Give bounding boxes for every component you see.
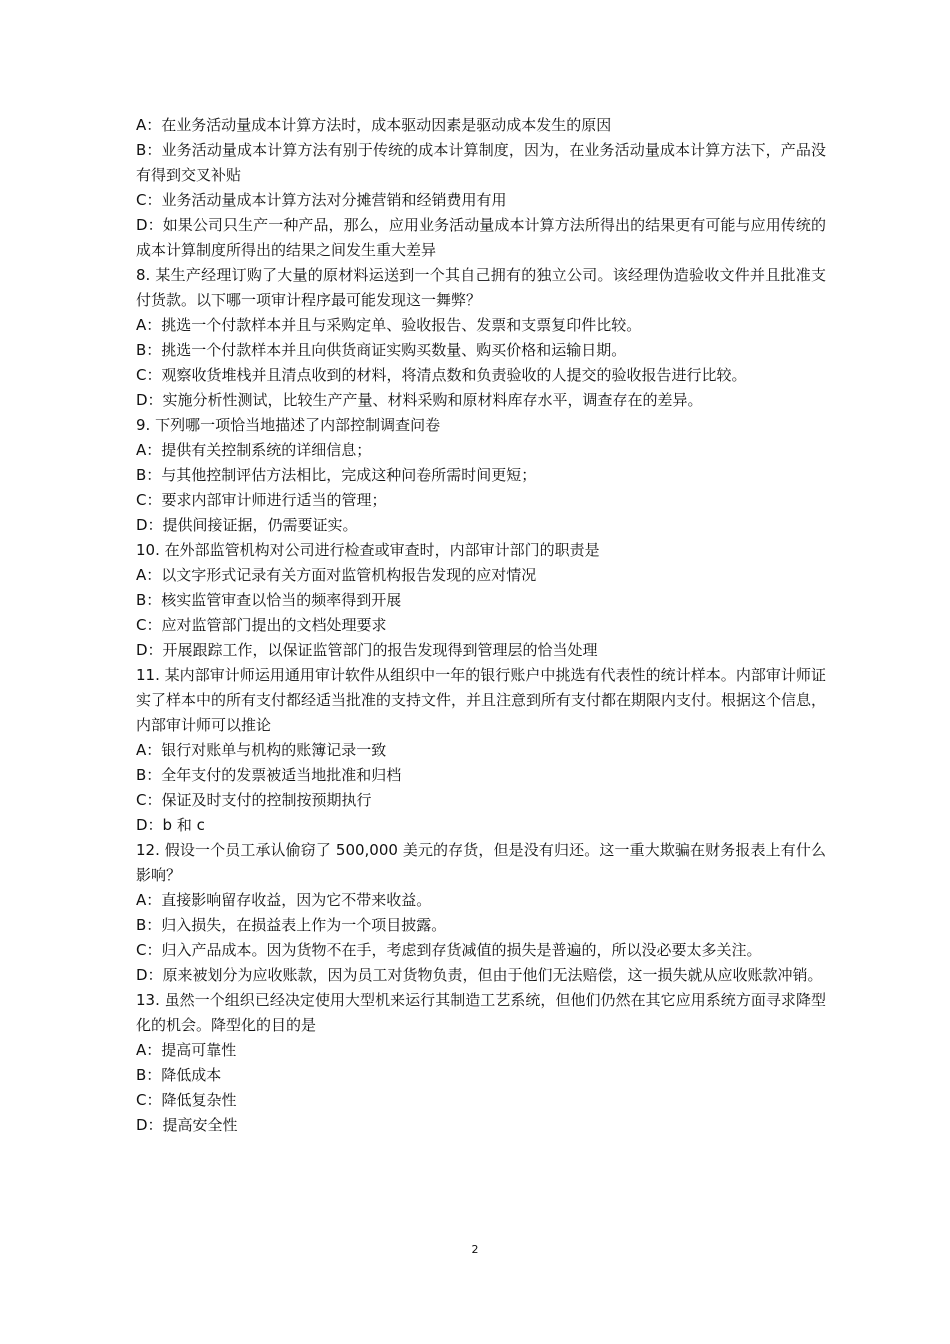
paragraph: D：开展跟踪工作，以保证监管部门的报告发现得到管理层的恰当处理 [136, 641, 598, 659]
paragraph: B：挑选一个付款样本并且向供货商证实购买数量、购买价格和运输日期。 [136, 341, 627, 359]
paragraph: D：b 和 c [136, 816, 205, 834]
paragraph: C：观察收货堆栈并且清点收到的材料，将清点数和负责验收的人提交的验收报告进行比较。 [136, 366, 747, 384]
paragraph: 13. 虽然一个组织已经决定使用大型机来运行其制造工艺系统，但他们仍然在其它应用系统方面寻求降型化的机会。降型化的目的是 [136, 991, 826, 1034]
paragraph: D：实施分析性测试，比较生产产量、材料采购和原材料库存水平，调查存在的差异。 [136, 391, 703, 409]
paragraph: 9. 下列哪一项恰当地描述了内部控制调查问卷 [136, 416, 441, 434]
paragraph: C：业务活动量成本计算方法对分摊营销和经销费用有用 [136, 191, 507, 209]
paragraph: D：提高安全性 [136, 1116, 238, 1134]
paragraph: A：银行对账单与机构的账簿记录一致 [136, 741, 387, 759]
paragraph: C：应对监管部门提出的文档处理要求 [136, 616, 387, 634]
paragraph: B：核实监管审查以恰当的频率得到开展 [136, 591, 402, 609]
paragraph: 12. 假设一个员工承认偷窃了 500,000 美元的存货，但是没有归还。这一重大欺骗在财务报表上有什么影响？ [136, 841, 826, 884]
paragraph: C：归入产品成本。因为货物不在手，考虑到存货减值的损失是普遍的，所以没必要太多关注。 [136, 941, 762, 959]
paragraph: B：全年支付的发票被适当地批准和归档 [136, 766, 402, 784]
paragraph: D：原来被划分为应收账款，因为员工对货物负责，但由于他们无法赔偿，这一损失就从应收账款冲销。 [136, 966, 823, 984]
paragraph: B：归入损失，在损益表上作为一个项目披露。 [136, 916, 447, 934]
paragraph: B：业务活动量成本计算方法有别于传统的成本计算制度，因为，在业务活动量成本计算方法下，产品没有得到交叉补贴 [136, 141, 826, 184]
paragraph: D：如果公司只生产一种产品，那么，应用业务活动量成本计算方法所得出的结果更有可能与应用传统的成本计算制度所得出的结果之间发生重大差异 [136, 216, 826, 259]
page-body [136, 113, 826, 1138]
paragraph: A：在业务活动量成本计算方法时，成本驱动因素是驱动成本发生的原因 [136, 116, 612, 134]
paragraph: C：保证及时支付的控制按预期执行 [136, 791, 372, 809]
paragraph: C：要求内部审计师进行适当的管理； [136, 491, 387, 509]
paragraph: C：降低复杂性 [136, 1091, 237, 1109]
paragraph: D：提供间接证据，仍需要证实。 [136, 516, 358, 534]
paragraph: A：以文字形式记录有关方面对监管机构报告发现的应对情况 [136, 566, 537, 584]
paragraph: 8. 某生产经理订购了大量的原材料运送到一个其自己拥有的独立公司。该经理伪造验收文件并且批准支付货款。以下哪一项审计程序最可能发现这一舞弊？ [136, 266, 826, 309]
paragraph: B：与其他控制评估方法相比，完成这种问卷所需时间更短； [136, 466, 537, 484]
paragraph: A：直接影响留存收益，因为它不带来收益。 [136, 891, 432, 909]
paragraph: A：提高可靠性 [136, 1041, 237, 1059]
paragraph: A：提供有关控制系统的详细信息； [136, 441, 372, 459]
paragraph: 10. 在外部监管机构对公司进行检查或审查时，内部审计部门的职责是 [136, 541, 600, 559]
page-number: 2 [471, 1243, 479, 1256]
paragraph: B：降低成本 [136, 1066, 222, 1084]
paragraph: A：挑选一个付款样本并且与采购定单、验收报告、发票和支票复印件比较。 [136, 316, 642, 334]
paragraph: 11. 某内部审计师运用通用审计软件从组织中一年的银行账户中挑选有代表性的统计样本。内部审计师证实了样本中的所有支付都经适当批准的支持文件，并且注意到所有支付都在期限内支付。根据这个信息，内部审计师可以推论 [136, 666, 827, 734]
